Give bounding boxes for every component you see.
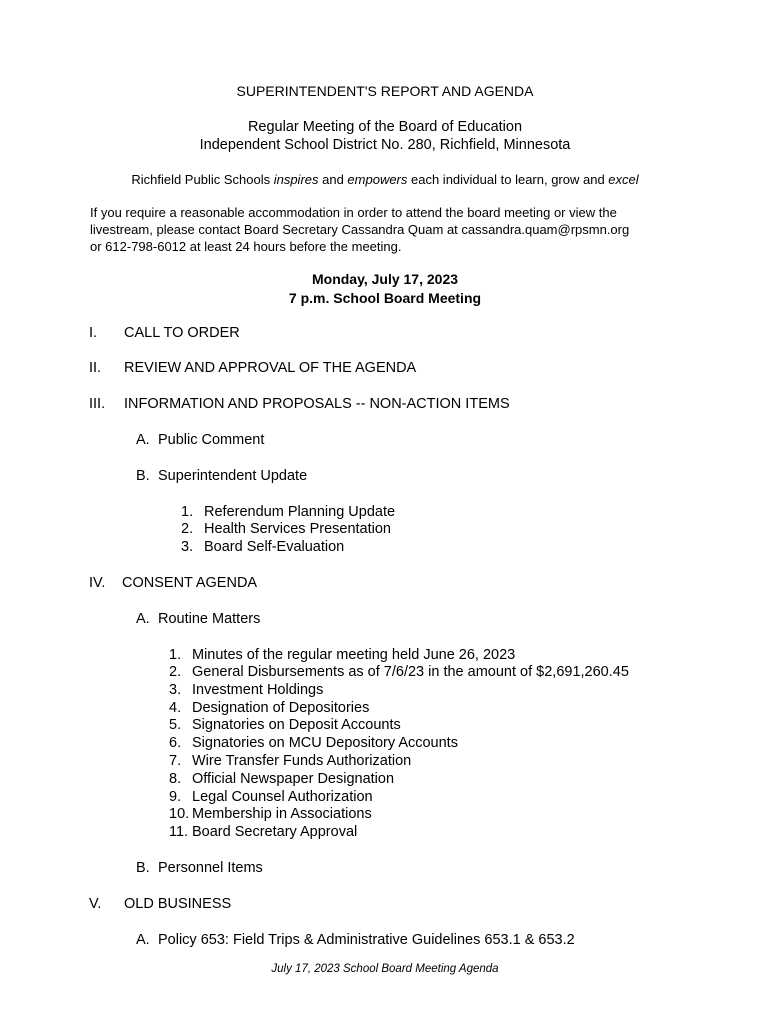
list-item-num: 5. — [169, 717, 182, 733]
section-old-business: OLD BUSINESS — [124, 896, 232, 912]
list-item: Designation of Depositories — [192, 700, 370, 716]
list-item-num: 10. — [169, 806, 190, 822]
meeting-type: Regular Meeting of the Board of Education — [247, 119, 523, 135]
list-item: Investment Holdings — [192, 682, 324, 698]
subsection-public-comment: Public Comment — [158, 432, 265, 448]
list-item-num: 1. — [169, 647, 182, 663]
list-item: Referendum Planning Update — [204, 504, 396, 520]
accommodation-line-3: or 612-798-6012 at least 24 hours before the meeting. — [90, 239, 402, 254]
list-item-num: 6. — [169, 735, 182, 751]
section-num-2: II. — [89, 360, 102, 376]
list-item: Board Secretary Approval — [192, 824, 358, 840]
list-item-num: 2. — [169, 664, 182, 680]
mission-text-excel: excel — [608, 172, 639, 187]
section-consent-agenda: CONSENT AGENDA — [122, 575, 258, 591]
meeting-time: 7 p.m. School Board Meeting — [288, 290, 482, 306]
list-item: Signatories on MCU Depository Accounts — [192, 735, 458, 751]
mission-text-5: each individual to learn, grow and — [407, 172, 609, 187]
section-agenda-approval: REVIEW AND APPROVAL OF THE AGENDA — [124, 360, 417, 376]
mission-text-1: Richfield Public Schools — [131, 172, 274, 187]
list-item-num: 4. — [169, 700, 182, 716]
list-item: Official Newspaper Designation — [192, 771, 395, 787]
mission-text-inspires: inspires — [273, 172, 319, 187]
page-footer: July 17, 2023 School Board Meeting Agenda — [271, 963, 499, 975]
subsection-policy-653: Policy 653: Field Trips & Administrative Guidelines 653.1 & 653.2 — [158, 932, 575, 948]
list-item: Board Self-Evaluation — [204, 539, 345, 555]
list-item-num: 2. — [181, 521, 194, 537]
list-item: Legal Counsel Authorization — [192, 789, 373, 805]
meeting-date: Monday, July 17, 2023 — [311, 271, 459, 287]
list-item: Minutes of the regular meeting held June 26, 2023 — [192, 647, 516, 663]
subsection-letter: A. — [136, 432, 150, 448]
section-num-4: IV. — [89, 575, 106, 591]
accommodation-line-1: If you require a reasonable accommodation in order to attend the board meeting or view the — [90, 205, 617, 220]
accommodation-notice — [90, 204, 629, 255]
list-item-num: 7. — [169, 753, 182, 769]
section-num-5: V. — [89, 896, 102, 912]
mission-text-empowers: empowers — [347, 172, 408, 187]
document-title: SUPERINTENDENT'S REPORT AND AGENDA — [236, 83, 534, 99]
section-num-3: III. — [89, 396, 106, 412]
list-item: General Disbursements as of 7/6/23 in the amount of $2,691,260.45 — [192, 664, 629, 680]
list-item: Wire Transfer Funds Authorization — [192, 753, 412, 769]
subsection-personnel-items: Personnel Items — [158, 860, 263, 876]
mission-text-3: and — [318, 172, 348, 187]
subsection-letter: A. — [136, 932, 150, 948]
accommodation-line-2: livestream, please contact Board Secretary Cassandra Quam at cassandra.quam@rpsmn.org — [90, 222, 630, 237]
list-item: Membership in Associations — [192, 806, 372, 822]
list-item-num: 8. — [169, 771, 182, 787]
list-item-num: 11. — [169, 824, 189, 840]
list-item: Health Services Presentation — [204, 521, 391, 537]
subsection-routine-matters: Routine Matters — [158, 611, 261, 627]
subsection-letter: B. — [136, 860, 150, 876]
section-call-to-order: CALL TO ORDER — [124, 325, 240, 341]
section-information-proposals: INFORMATION AND PROPOSALS -- NON-ACTION ITEMS — [124, 396, 510, 412]
subsection-letter: B. — [136, 468, 150, 484]
list-item-num: 3. — [169, 682, 182, 698]
list-item-num: 9. — [169, 789, 182, 805]
section-num-1: I. — [89, 325, 98, 341]
subsection-superintendent-update: Superintendent Update — [158, 468, 308, 484]
list-item-num: 3. — [181, 539, 194, 555]
subsection-letter: A. — [136, 611, 150, 627]
list-item-num: 1. — [181, 504, 194, 520]
list-item: Signatories on Deposit Accounts — [192, 717, 401, 733]
mission-statement — [0, 172, 770, 187]
district-name: Independent School District No. 280, Richfield, Minnesota — [199, 137, 571, 153]
